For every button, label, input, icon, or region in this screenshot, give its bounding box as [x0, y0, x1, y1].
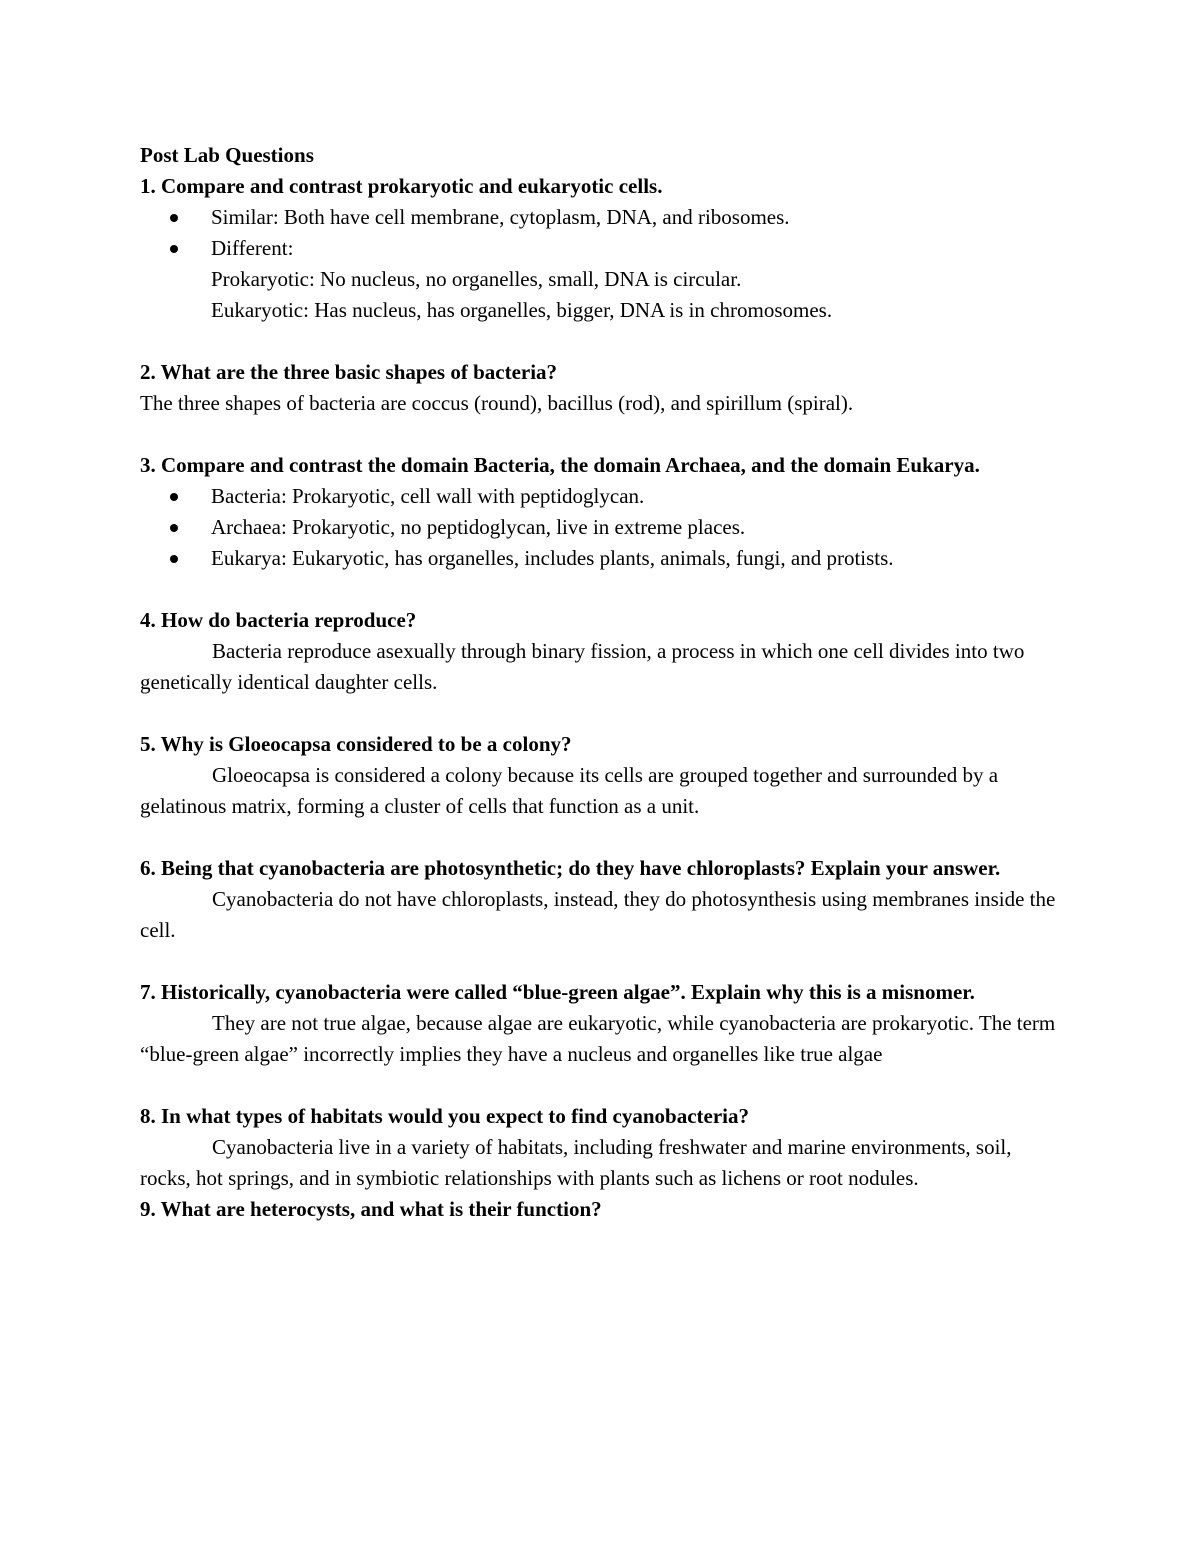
bullet-text: Archaea: Prokaryotic, no peptidoglycan, live in extreme places. [211, 515, 746, 539]
question-4: 4. How do bacteria reproduce? [140, 608, 417, 632]
answer-7: They are not true algae, because algae are eukaryotic, while cyanobacteria are prokaryotic. The term “blue-green algae” incorrectly implies they have a nucleus and organelles like true algae [140, 1011, 1056, 1066]
bullet-icon [170, 214, 178, 222]
question-1-bullets [140, 202, 1060, 264]
bullet-text: Different: [211, 236, 294, 260]
page-title: Post Lab Questions [140, 143, 314, 167]
prokaryotic-detail: Prokaryotic: No nucleus, no organelles, small, DNA is circular. [211, 267, 742, 291]
list-item [140, 481, 1060, 512]
bullet-icon [170, 555, 178, 563]
question-6: 6. Being that cyanobacteria are photosynthetic; do they have chloroplasts? Explain your answer. [140, 856, 1001, 880]
answer-4: Bacteria reproduce asexually through binary fission, a process in which one cell divides into two genetically identical daughter cells. [140, 639, 1025, 694]
answer-8: Cyanobacteria live in a variety of habitats, including freshwater and marine environments, soil, rocks, hot springs, and in symbiotic relationships with plants such as lichens or root nodules. [140, 1135, 1012, 1190]
question-9: 9. What are heterocysts, and what is their function? [140, 1197, 602, 1221]
bullet-icon [170, 524, 178, 532]
question-8: 8. In what types of habitats would you expect to find cyanobacteria? [140, 1104, 750, 1128]
question-3: 3. Compare and contrast the domain Bacteria, the domain Archaea, and the domain Eukarya. [140, 453, 980, 477]
list-item [140, 512, 1060, 543]
answer-6: Cyanobacteria do not have chloroplasts, instead, they do photosynthesis using membranes inside the cell. [140, 887, 1056, 942]
eukaryotic-detail: Eukaryotic: Has nucleus, has organelles, bigger, DNA is in chromosomes. [211, 298, 833, 322]
document-page [140, 140, 1060, 1225]
bullet-text: Similar: Both have cell membrane, cytoplasm, DNA, and ribosomes. [211, 205, 790, 229]
bullet-icon [170, 245, 178, 253]
answer-2: The three shapes of bacteria are coccus (round), bacillus (rod), and spirillum (spiral). [140, 391, 854, 415]
question-3-bullets [140, 481, 1060, 574]
question-1: 1. Compare and contrast prokaryotic and eukaryotic cells. [140, 174, 663, 198]
list-item [140, 202, 1060, 233]
list-item [140, 233, 1060, 264]
question-7: 7. Historically, cyanobacteria were called “blue-green algae”. Explain why this is a misnomer. [140, 980, 975, 1004]
bullet-text: Eukarya: Eukaryotic, has organelles, includes plants, animals, fungi, and protists. [211, 546, 894, 570]
question-5: 5. Why is Gloeocapsa considered to be a colony? [140, 732, 572, 756]
question-2: 2. What are the three basic shapes of bacteria? [140, 360, 558, 384]
list-item [140, 543, 1060, 574]
bullet-text: Bacteria: Prokaryotic, cell wall with peptidoglycan. [211, 484, 645, 508]
answer-5: Gloeocapsa is considered a colony because its cells are grouped together and surrounded by a gelatinous matrix, forming a cluster of cells that function as a unit. [140, 763, 999, 818]
bullet-icon [170, 493, 178, 501]
